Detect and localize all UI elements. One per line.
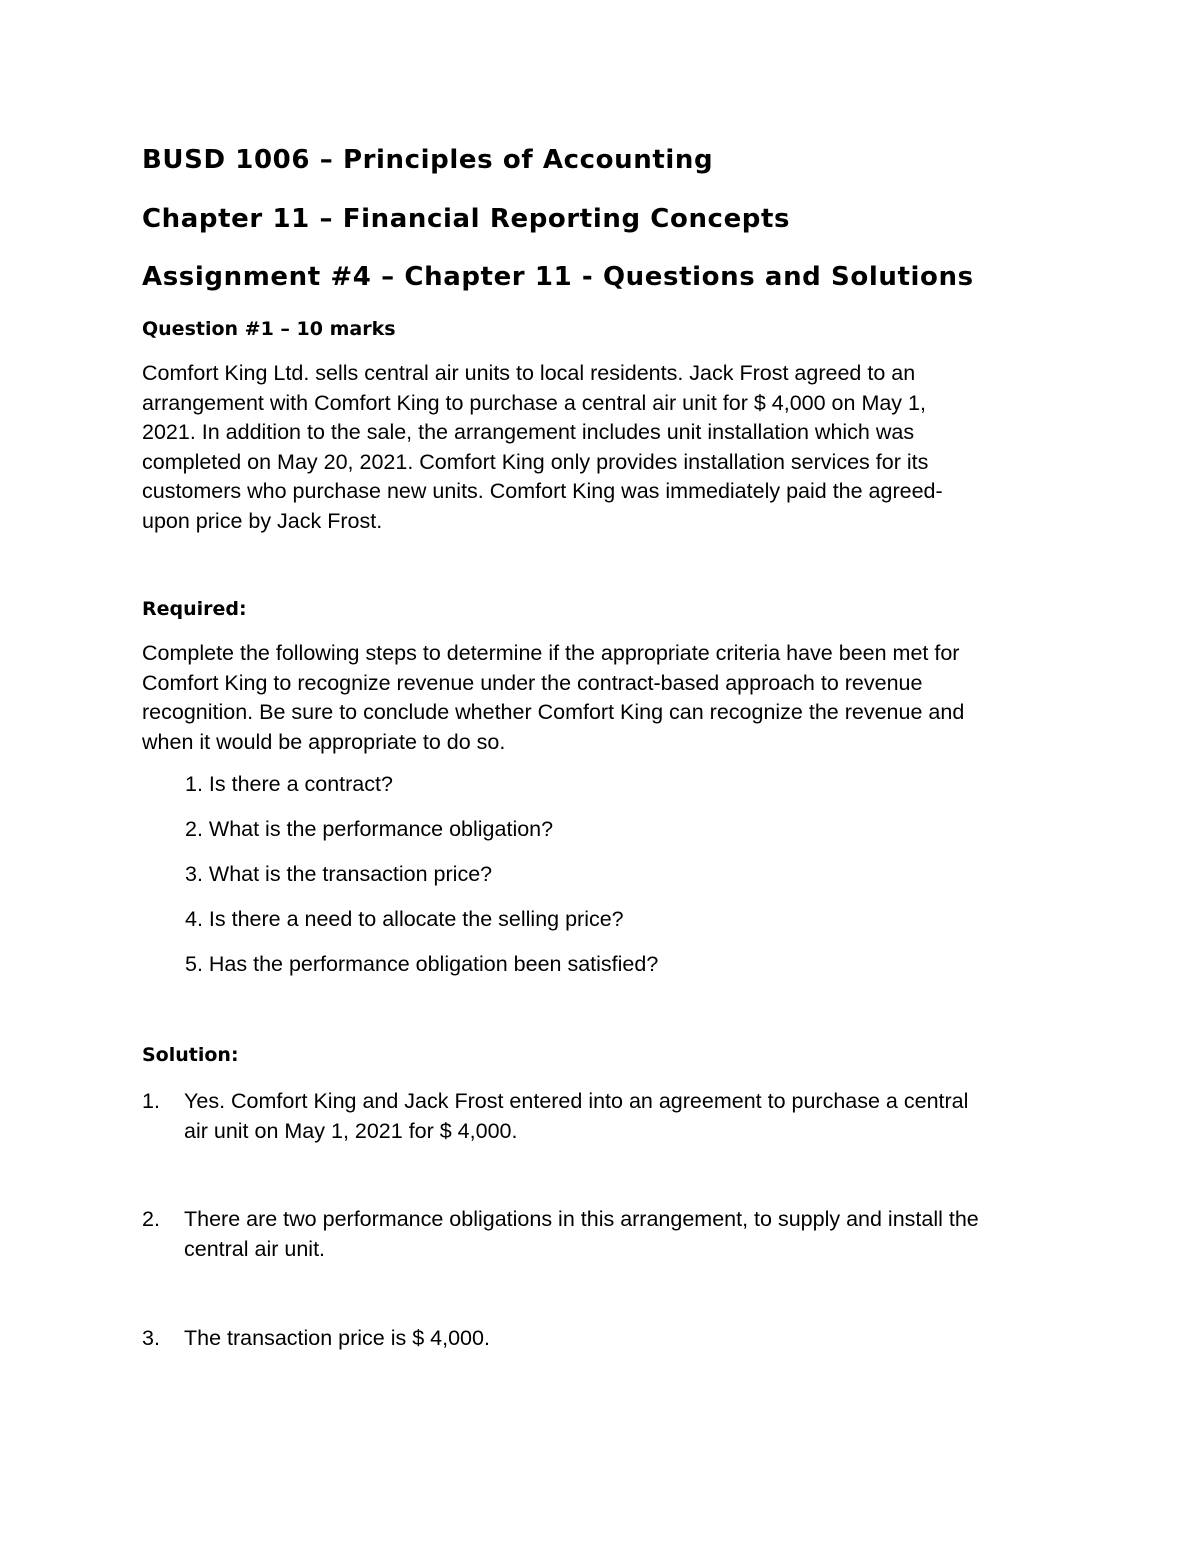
solution-line: air unit on May 1, 2021 for $ 4,000.: [184, 1118, 518, 1143]
step-item: 5. Has the performance obligation been satisfied?: [185, 952, 659, 976]
required-line: when it would be appropriate to do so.: [142, 729, 506, 754]
solution-number: 1.: [142, 1089, 160, 1113]
required-title: Required:: [142, 598, 247, 620]
question-line: customers who purchase new units. Comfort King was immediately paid the agreed-: [142, 479, 943, 504]
course-title: BUSD 1006 – Principles of Accounting: [142, 145, 714, 175]
step-item: 3. What is the transaction price?: [185, 862, 493, 886]
solution-line: central air unit.: [184, 1236, 326, 1261]
required-line: Comfort King to recognize revenue under the contract-based approach to revenue: [142, 670, 923, 695]
required-paragraph: [142, 639, 1062, 757]
question-title: Question #1 – 10 marks: [142, 318, 396, 340]
solution-number: 3.: [142, 1326, 160, 1350]
question-line: arrangement with Comfort King to purchase a central air unit for $ 4,000 on May 1,: [142, 390, 926, 415]
step-item: 1. Is there a contract?: [185, 772, 393, 796]
required-line: recognition. Be sure to conclude whether Comfort King can recognize the revenue and: [142, 700, 965, 725]
question-paragraph: [142, 359, 1062, 537]
question-line: 2021. In addition to the sale, the arrangement includes unit installation which was: [142, 420, 915, 445]
solution-text: [184, 1205, 1084, 1264]
question-line: completed on May 20, 2021. Comfort King only provides installation services for its: [142, 449, 929, 474]
solution-number: 2.: [142, 1207, 160, 1231]
question-line: upon price by Jack Frost.: [142, 508, 383, 533]
solution-line: There are two performance obligations in this arrangement, to supply and install the: [184, 1207, 979, 1231]
solution-text: [184, 1324, 1084, 1354]
required-line: Complete the following steps to determine if the appropriate criteria have been met for: [142, 641, 960, 665]
assignment-title: Assignment #4 – Chapter 11 - Questions and Solutions: [142, 262, 974, 292]
solution-line: Yes. Comfort King and Jack Frost entered into an agreement to purchase a central: [184, 1089, 969, 1113]
solution-line: The transaction price is $ 4,000.: [184, 1326, 490, 1350]
solution-text: [184, 1087, 1084, 1146]
question-line: Comfort King Ltd. sells central air units to local residents. Jack Frost agreed to an: [142, 361, 916, 385]
chapter-title: Chapter 11 – Financial Reporting Concepts: [142, 204, 791, 234]
step-item: 4. Is there a need to allocate the selling price?: [185, 907, 624, 931]
solution-title: Solution:: [142, 1044, 239, 1066]
step-item: 2. What is the performance obligation?: [185, 817, 554, 841]
